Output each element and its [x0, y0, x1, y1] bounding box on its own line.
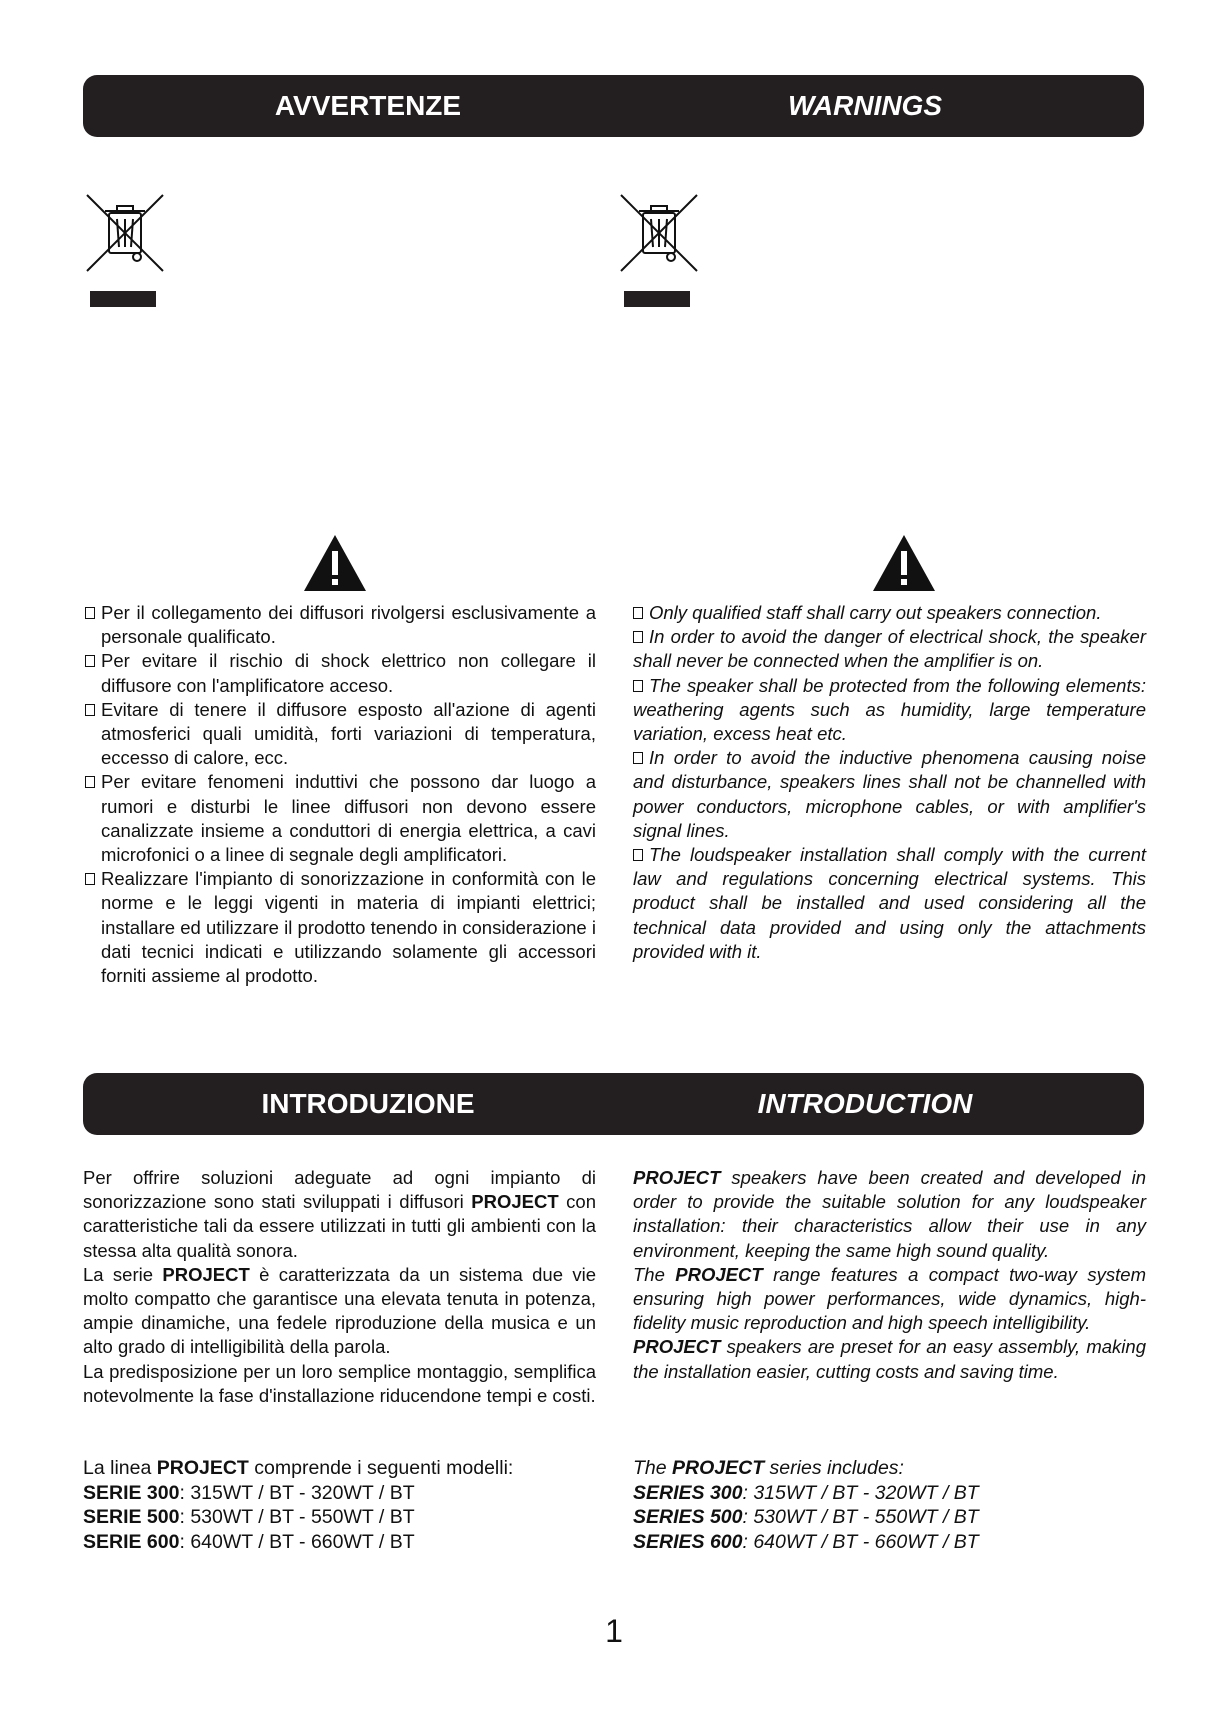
intro-text-en: [633, 1166, 1146, 1384]
intro-paragraph: PROJECT speakers are preset for an easy assembly, making the installation easier, cutting costs and saving time.: [633, 1336, 1146, 1382]
list-item: The speaker shall be protected from the following elements: weathering agents such as humidity, large temperature variation, excess heat etc.: [633, 674, 1146, 745]
model-row: SERIES 600: 640WT / BT - 660WT / BT: [633, 1530, 979, 1553]
warning-triangle-icon: [871, 533, 937, 593]
warnings-list-en: [633, 601, 1146, 964]
intro-paragraph: PROJECT speakers have been created and developed in order to provide the suitable solution for any loudspeaker installation: their characteristics allow their use in any environment, keeping the same high sound quality.: [633, 1167, 1146, 1261]
intro-header-bar: [83, 1073, 1144, 1135]
list-item: Per il collegamento dei diffusori rivolgersi esclusivamente a personale qualificato.: [83, 601, 596, 649]
models-list-en: [633, 1456, 1146, 1554]
list-item: In order to avoid the danger of electrical shock, the speaker shall never be connected when the amplifier is on.: [633, 626, 1146, 672]
weee-bin-icon: [83, 191, 167, 275]
models-intro: La linea PROJECT comprende i seguenti modelli:: [83, 1457, 514, 1479]
model-row: SERIES 300: 315WT / BT - 320WT / BT: [633, 1481, 979, 1504]
list-item: Realizzare l'impianto di sonorizzazione in conformità con le norme e le leggi vigenti in materia di impianti elettrici; installare ed utilizzare il prodotto tenendo in considerazione i dati tecnici indicati e utilizzando solamente gli accessori forniti assieme al prodotto.: [83, 867, 596, 988]
intro-title-it: INTRODUZIONE: [261, 1088, 475, 1119]
list-item: The loudspeaker installation shall comply with the current law and regulations concerning electrical systems. This product shall be installed and used considering all the technical data provided and using only the attachments provided with it.: [633, 844, 1146, 962]
intro-paragraph: La serie PROJECT è caratterizzata da un sistema due vie molto compatto che garantisce una elevata tenuta in potenza, ampie dinamiche, una fedele riproduzione della musica e un alto grado di intelligibilità della parola.: [83, 1263, 596, 1358]
intro-text-it: [83, 1166, 596, 1408]
model-row: SERIE 300: 315WT / BT - 320WT / BT: [83, 1481, 415, 1504]
weee-bar: [90, 291, 156, 307]
page-number: 1: [605, 1613, 623, 1649]
warnings-title-it: AVVERTENZE: [274, 90, 462, 121]
models-list-it: [83, 1456, 596, 1554]
list-item: Per evitare il rischio di shock elettrico non collegare il diffusore con l'amplificatore acceso.: [83, 649, 596, 697]
weee-bin-icon: [617, 191, 701, 275]
model-row: SERIES 500: 530WT / BT - 550WT / BT: [633, 1506, 979, 1528]
warnings-title-en: WARNINGS: [788, 90, 942, 121]
list-item: Only qualified staff shall carry out speakers connection.: [633, 601, 1146, 625]
list-item: In order to avoid the inductive phenomena causing noise and disturbance, speakers lines shall not be channelled with power conductors, microphone cables, or with amplifier's signal lines.: [633, 747, 1146, 841]
weee-bar: [624, 291, 690, 307]
list-item: Per evitare fenomeni induttivi che possono dar luogo a rumori e disturbi le linee diffusori non devono essere canalizzate insieme a conduttori di energia elettrica, a cavi microfonici o a linee di segnale degli amplificatori.: [83, 770, 596, 867]
warning-triangle-icon: [302, 533, 368, 593]
warnings-list-it: [83, 601, 596, 988]
model-row: SERIE 500: 530WT / BT - 550WT / BT: [83, 1506, 415, 1528]
model-row: SERIE 600: 640WT / BT - 660WT / BT: [83, 1530, 415, 1553]
warnings-header-bar: [83, 75, 1144, 137]
list-item: Evitare di tenere il diffusore esposto all'azione di agenti atmosferici quali umidità, forti variazioni di temperatura, eccesso di calore, ecc.: [83, 698, 596, 771]
intro-paragraph: La predisposizione per un loro semplice montaggio, semplifica notevolmente la fase d'installazione riducendone tempi e costi.: [83, 1360, 596, 1406]
models-intro: The PROJECT series includes:: [633, 1457, 904, 1479]
intro-title-en: INTRODUCTION: [757, 1088, 973, 1119]
intro-paragraph: The PROJECT range features a compact two-way system ensuring high power performances, wide dynamics, high-fidelity music reproduction and high speech intelligibility.: [633, 1263, 1146, 1334]
intro-paragraph: Per offrire soluzioni adeguate ad ogni impianto di sonorizzazione sono stati sviluppati i diffusori PROJECT con caratteristiche tali da essere utilizzati in tutti gli ambienti con la stessa alta qualità sonora.: [83, 1167, 597, 1261]
